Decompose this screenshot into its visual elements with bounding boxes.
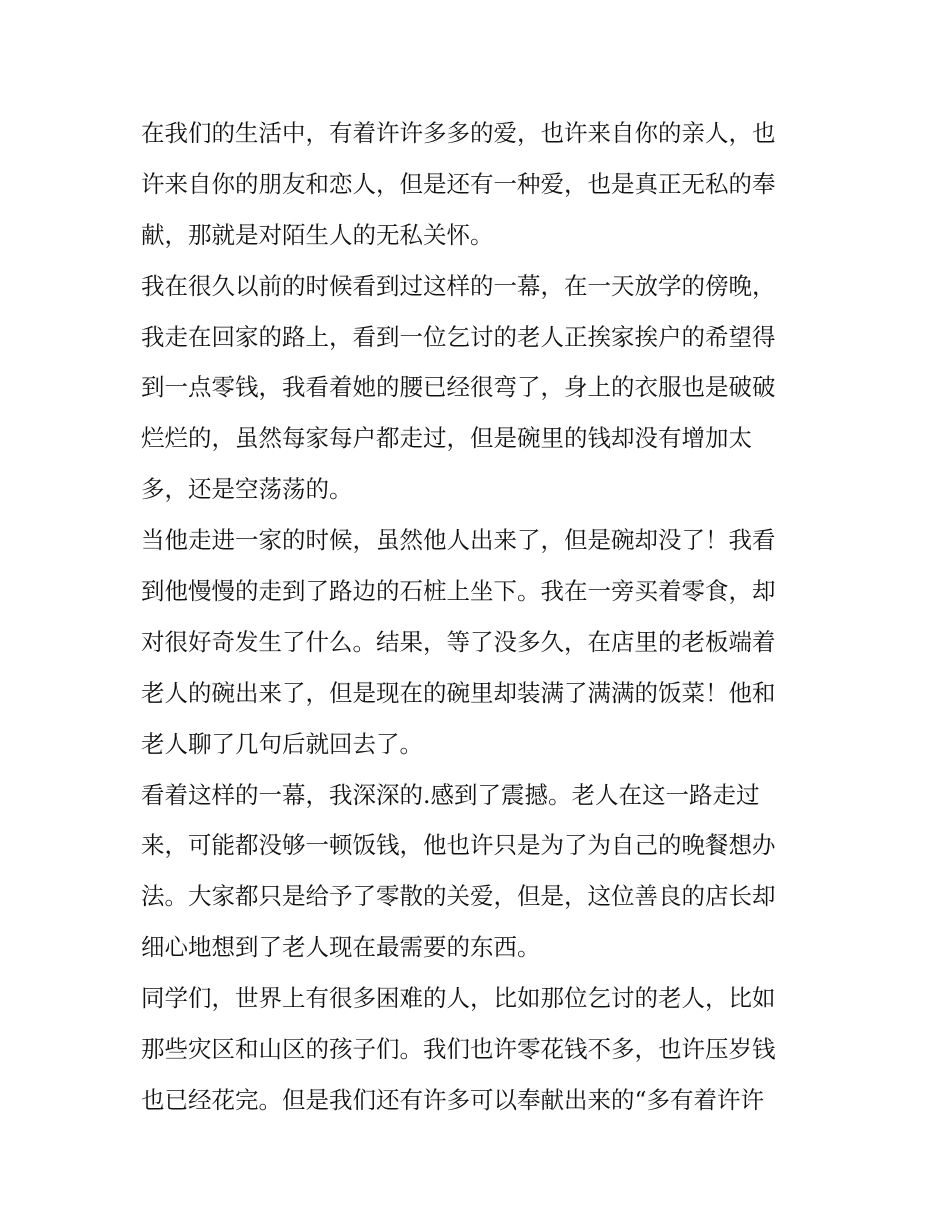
text-line: 看着这样的一幕，我深深的.感到了震撼。老人在这一路走过 [141,780,760,809]
document-body [141,108,821,1126]
text-line: 到他慢慢的走到了路边的石桩上坐下。我在一旁买着零食，却 [141,577,776,606]
text-line: 在我们的生活中，有着许许多多的爱，也许来自你的亲人，也 [141,119,776,147]
paragraph-1 [141,108,821,261]
text-line: 也已经花完。但是我们还有许多可以奉献出来的“多有着许许 [141,1085,765,1114]
text-line: 献，那就是对陌生人的无私关怀。 [141,220,494,249]
text-line: 烂烂的，虽然每家每户都走过，但是碗里的钱却没有增加太 [141,424,752,453]
paragraph-3 [141,515,821,769]
text-line: 来，可能都没够一顿饭钱，他也许只是为了为自己的晚餐想办 [141,831,776,860]
paragraph-5 [141,973,821,1126]
text-line: 同学们，世界上有很多困难的人，比如那位乞讨的老人，比如 [141,984,776,1013]
text-line: 那些灾区和山区的孩子们。我们也许零花钱不多，也许压岁钱 [141,1035,776,1064]
text-line: 多，还是空荡荡的。 [141,475,353,504]
text-line: 细心地想到了老人现在最需要的东西。 [141,933,541,962]
text-line: 我在很久以前的时候看到过这样的一幕，在一天放学的傍晚， [141,271,776,300]
paragraph-4 [141,770,821,974]
paragraph-2 [141,261,821,515]
text-line: 法。大家都只是给予了零散的关爱，但是，这位善良的店长却 [141,882,776,911]
text-line: 许来自你的朋友和恋人，但是还有一种爱，也是真正无私的奉 [141,169,776,198]
text-line: 当他走进一家的时候，虽然他人出来了，但是碗却没了！我看 [141,526,776,555]
text-line: 老人的碗出来了，但是现在的碗里却装满了满满的饭菜！他和 [141,678,776,707]
text-line: 我走在回家的路上，看到一位乞讨的老人正挨家挨户的希望得 [141,322,776,351]
text-line: 对很好奇发生了什么。结果，等了没多久，在店里的老板端着 [141,627,776,656]
text-line: 老人聊了几句后就回去了。 [141,729,423,758]
text-line: 到一点零钱，我看着她的腰已经很弯了，身上的衣服也是破破 [141,373,776,402]
